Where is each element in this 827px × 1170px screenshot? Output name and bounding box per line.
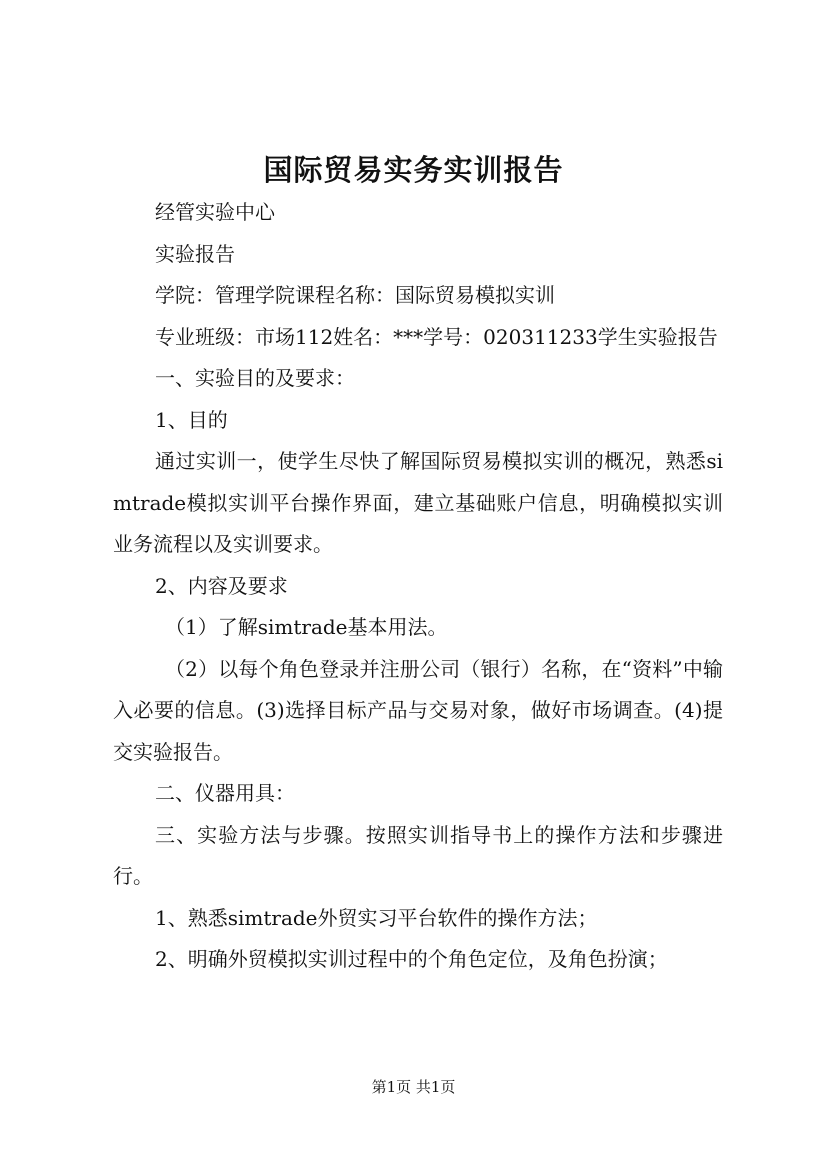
paragraph-report-label: 实验报告	[155, 241, 235, 266]
paragraph-step-2: 2、明确外贸模拟实训过程中的个角色定位，及角色扮演；	[155, 947, 668, 971]
heading-instruments: 二、仪器用具：	[155, 781, 295, 805]
paragraph-item-1: （1）了解simtrade基本用法。	[165, 615, 448, 639]
heading-purpose: 1、目的	[155, 407, 228, 432]
heading-objectives: 一、实验目的及要求：	[155, 366, 355, 390]
heading-content: 2、内容及要求	[155, 573, 288, 598]
paragraph-student-info: 专业班级：市场112姓名：***学号：020311233学生实验报告	[155, 324, 718, 349]
document-title: 国际贸易实务实训报告	[263, 153, 564, 187]
paragraph-methods: 三、实验方法与步骤。按照实训指导书上的操作方法和步骤进行。	[113, 822, 723, 888]
paragraph-center-name: 经管实验中心	[155, 200, 275, 224]
page-footer: 第1页 共1页	[371, 1078, 456, 1096]
document-body	[113, 192, 723, 981]
paragraph-purpose: 通过实训一，使学生尽快了解国际贸易模拟实训的概况，熟悉simtrade模拟实训平台操作界面，建立基础账户信息，明确模拟实训业务流程以及实训要求。	[113, 449, 723, 556]
paragraph-college-course: 学院：管理学院课程名称：国际贸易模拟实训	[155, 283, 555, 307]
paragraph-item-2: （2）以每个角色登录并注册公司（银行）名称，在“资料”中输入必要的信息。(3)选择目标产品与交易对象，做好市场调查。(4)提交实验报告。	[113, 656, 723, 764]
paragraph-step-1: 1、熟悉simtrade外贸实习平台软件的操作方法；	[155, 905, 598, 930]
